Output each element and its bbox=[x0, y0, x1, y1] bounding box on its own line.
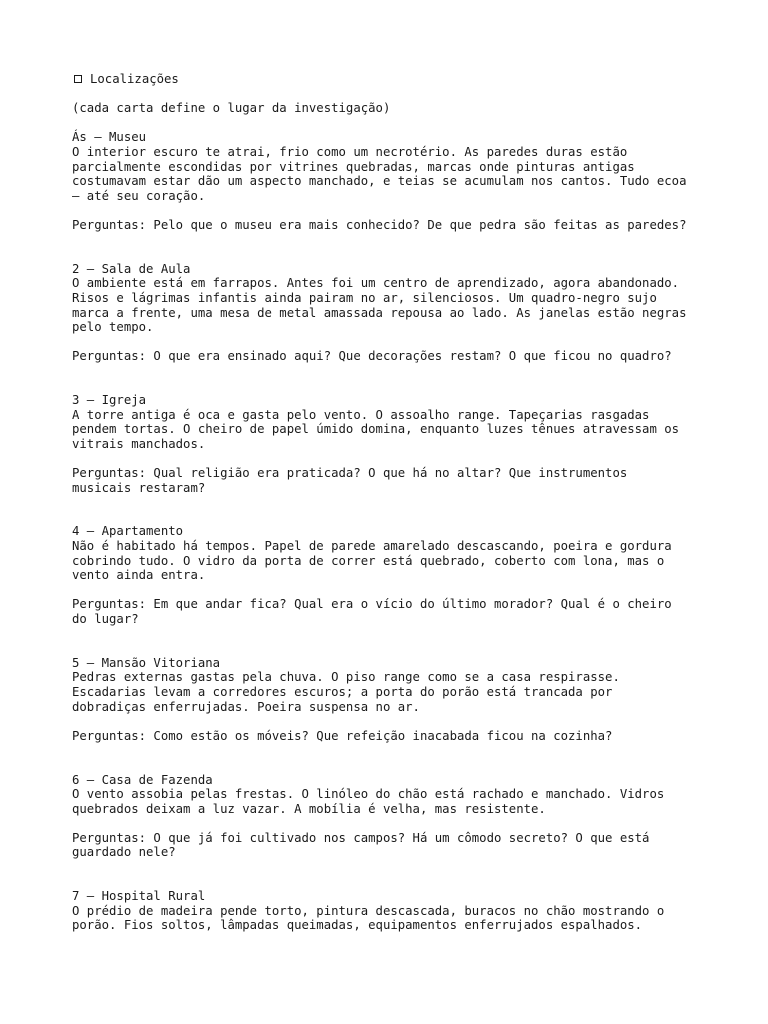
square-bullet-icon bbox=[74, 75, 82, 83]
description-line: pelo tempo. bbox=[72, 320, 154, 335]
questions-line: Perguntas: Qual religião era praticada? O que há no altar? Que instrumentos bbox=[72, 466, 628, 481]
location-title: 2 – Sala de Aula bbox=[72, 261, 191, 276]
spacer bbox=[72, 335, 708, 350]
description-line: vento ainda entra. bbox=[72, 568, 206, 583]
questions-line: guardado nele? bbox=[72, 845, 176, 860]
questions-line: Perguntas: Pelo que o museu era mais conhecido? De que pedra são feitas as paredes? bbox=[72, 217, 687, 232]
description-line: Risos e lágrimas infantis ainda pairam no ar, silenciosos. Um quadro-negro sujo bbox=[72, 290, 657, 305]
description-line: marca a frente, uma mesa de metal amassada repousa ao lado. As janelas estão negras bbox=[72, 305, 687, 320]
location-title: 4 – Apartamento bbox=[72, 524, 184, 539]
location-entry bbox=[72, 364, 708, 495]
location-entry bbox=[72, 495, 708, 626]
spacer bbox=[72, 583, 708, 598]
spacer bbox=[72, 495, 708, 524]
description-line: costumavam estar dão um aspecto manchado, e teias se acumulam nos cantos. Tudo ecoa bbox=[72, 174, 687, 189]
description-line: O prédio de madeira pende torto, pintura descascada, buracos no chão mostrando o bbox=[72, 903, 665, 918]
subtitle: (cada carta define o lugar da investigação) bbox=[72, 101, 391, 116]
description-line: Não é habitado há tempos. Papel de parede amarelado descascando, poeira e gordura bbox=[72, 539, 672, 553]
questions-line: Perguntas: Em que andar fica? Qual era o vício do último morador? Qual é o cheiro bbox=[72, 597, 672, 612]
description-line: O interior escuro te atrai, frio como um necrotério. As paredes duras estão bbox=[72, 144, 628, 159]
description-line: parcialmente escondidas por vitrines quebradas, marcas onde pinturas antigas bbox=[72, 159, 635, 174]
description-line: O ambiente está em farrapos. Antes foi um centro de aprendizado, agora abandonado. bbox=[72, 276, 680, 291]
spacer bbox=[72, 714, 708, 729]
location-title: 5 – Mansão Vitoriana bbox=[72, 655, 221, 670]
questions-line: do lugar? bbox=[72, 611, 139, 626]
location-title: 7 – Hospital Rural bbox=[72, 889, 206, 904]
location-entry bbox=[72, 233, 708, 364]
spacer bbox=[72, 116, 708, 131]
description-line: dobradiças enferrujadas. Poeira suspensa no ar. bbox=[72, 699, 420, 714]
location-title: Ás – Museu bbox=[72, 130, 147, 145]
location-entry bbox=[72, 627, 708, 744]
location-title: 6 – Casa de Fazenda bbox=[72, 772, 213, 787]
location-entry bbox=[72, 743, 708, 860]
spacer bbox=[72, 233, 708, 262]
description-line: A torre antiga é oca e gasta pelo vento. O assoalho range. Tapeçarias rasgadas bbox=[72, 407, 650, 422]
description-line: O vento assobia pelas frestas. O linóleo do chão está rachado e manchado. Vidros bbox=[72, 787, 665, 802]
description-line: – até seu coração. bbox=[72, 188, 206, 203]
section-heading bbox=[72, 72, 708, 87]
description-line: cobrindo tudo. O vidro da porta de correr está quebrado, coberto com lona, mas o bbox=[72, 553, 665, 568]
spacer bbox=[72, 203, 708, 218]
locations-list bbox=[72, 130, 708, 933]
description-line: vitrais manchados. bbox=[72, 436, 206, 451]
spacer bbox=[72, 816, 708, 831]
heading-text: Localizações bbox=[90, 72, 179, 86]
spacer bbox=[72, 364, 708, 393]
questions-line: musicais restaram? bbox=[72, 480, 206, 495]
spacer bbox=[72, 743, 708, 772]
location-entry bbox=[72, 130, 708, 232]
description-line: pendem tortas. O cheiro de papel úmido domina, enquanto luzes tênues atravessam os bbox=[72, 422, 680, 437]
questions-line: Perguntas: O que era ensinado aqui? Que decorações restam? O que ficou no quadro? bbox=[72, 349, 672, 364]
spacer bbox=[72, 627, 708, 656]
description-line: quebrados deixam a luz vazar. A mobília é velha, mas resistente. bbox=[72, 801, 546, 816]
description-line: Escadarias levam a corredores escuros; a porta do porão está trancada por bbox=[72, 684, 613, 699]
spacer bbox=[72, 860, 708, 889]
questions-line: Perguntas: Como estão os móveis? Que refeição inacabada ficou na cozinha? bbox=[72, 728, 613, 743]
location-entry bbox=[72, 860, 708, 933]
description-line: Pedras externas gastas pela chuva. O piso range como se a casa respirasse. bbox=[72, 670, 620, 685]
questions-line: Perguntas: O que já foi cultivado nos campos? Há um cômodo secreto? O que está bbox=[72, 830, 650, 845]
spacer bbox=[72, 451, 708, 466]
spacer bbox=[72, 87, 708, 102]
description-line: porão. Fios soltos, lâmpadas queimadas, equipamentos enferrujados espalhados. bbox=[72, 918, 643, 933]
location-title: 3 – Igreja bbox=[72, 393, 147, 408]
